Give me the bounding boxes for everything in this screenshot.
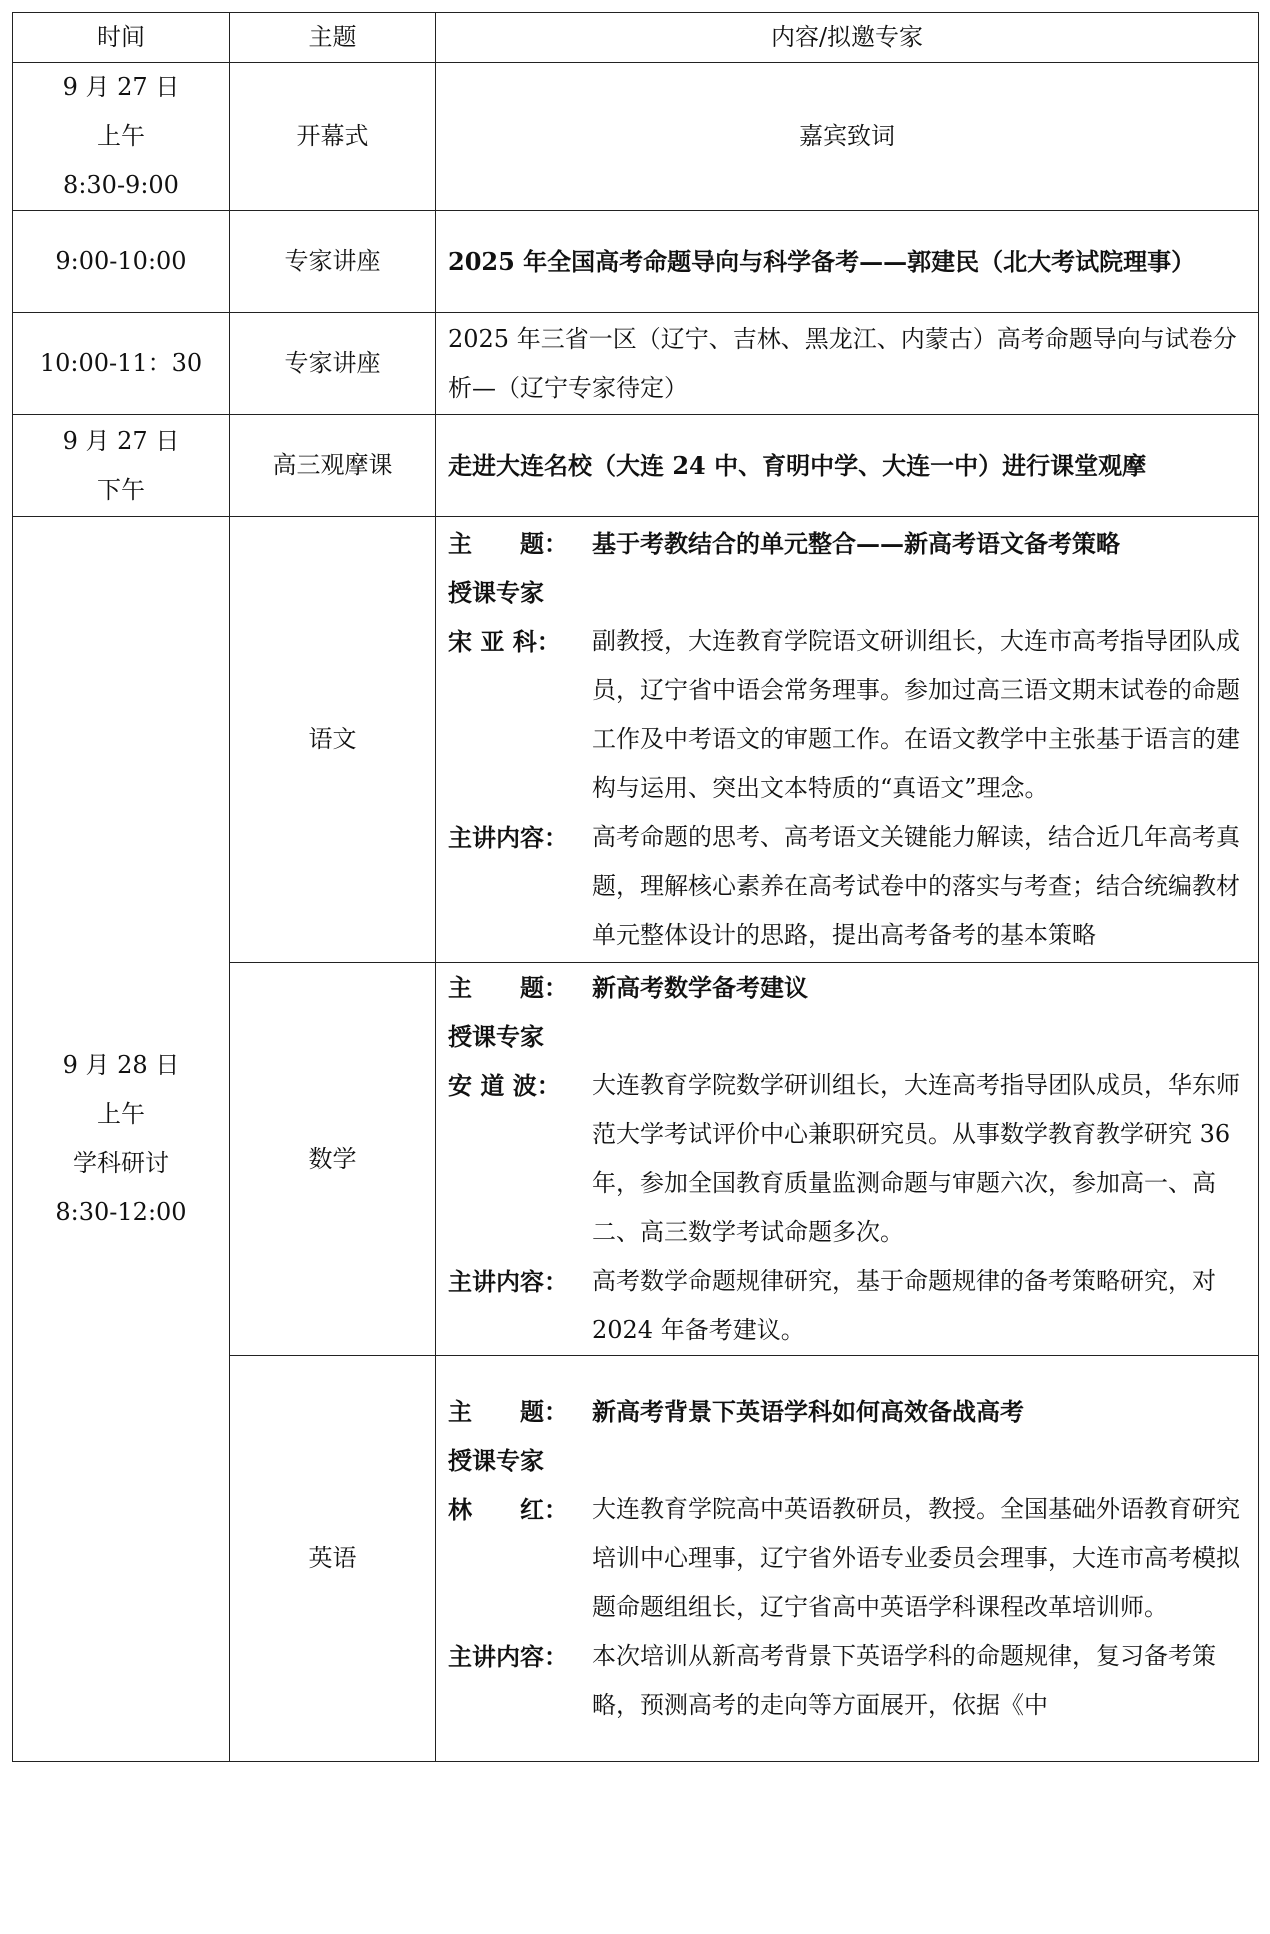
time-period: 下午	[97, 475, 145, 504]
topic-cell: 专家讲座	[230, 313, 436, 415]
row-subject-chinese	[13, 517, 1259, 963]
topic-cell: 数学	[230, 963, 436, 1356]
expert-entry	[448, 1061, 1246, 1257]
lecture-content-text: 高考命题的思考、高考语文关键能力解读，结合近几年高考真题，理解核心素养在高考试卷中的落实与考查；结合统编教材单元整体设计的思路，提出高考备考的基本策略	[592, 823, 1240, 949]
time-cell	[13, 415, 230, 517]
time-cell	[13, 63, 230, 211]
row-lecture-2	[13, 313, 1259, 415]
time-range: 8:30-9:00	[63, 171, 179, 199]
theme-text: 新高考背景下英语学科如何高效备战高考	[592, 1397, 1024, 1426]
topic-cell: 英语	[230, 1356, 436, 1762]
time-cell: 10:00-11：30	[13, 313, 230, 415]
topic-cell: 开幕式	[230, 63, 436, 211]
content-cell: 2025 年三省一区（辽宁、吉林、黑龙江、内蒙古）高考命题导向与试卷分析—（辽宁专家待定）	[436, 313, 1259, 415]
expert-name: 林 红：	[448, 1495, 568, 1524]
schedule-table	[12, 12, 1259, 1762]
lecture-content-text: 高考数学命题规律研究，基于命题规律的备考策略研究，对 2024 年备考建议。	[592, 1267, 1216, 1344]
expert-bio: 大连教育学院数学研训组长，大连高考指导团队成员，华东师范大学考试评价中心兼职研究员。从事数学教育教学研究 36 年，参加全国教育质量监测命题与审题六次，参加高一、高二、高三数学考试命题多次。	[592, 1071, 1240, 1246]
lecture-content-label: 主讲内容：	[448, 1642, 568, 1671]
time-date: 9 月 27 日	[62, 426, 180, 455]
time-cell	[13, 517, 230, 1762]
content-cell	[436, 963, 1259, 1356]
content-cell	[436, 517, 1259, 963]
theme-label: 主 题：	[448, 529, 568, 558]
time-range: 8:30-12:00	[55, 1198, 187, 1226]
content-cell	[436, 1356, 1259, 1762]
lecture-content-entry	[448, 1632, 1246, 1730]
expert-entry	[448, 1485, 1246, 1632]
time-period: 上午	[97, 122, 145, 150]
header-time: 时间	[13, 13, 230, 63]
content-cell: 走进大连名校（大连 24 中、育明中学、大连一中）进行课堂观摩	[436, 415, 1259, 517]
theme-text: 基于考教结合的单元整合——新高考语文备考策略	[592, 529, 1120, 558]
expert-heading: 授课专家	[448, 578, 544, 607]
lecture-content-entry	[448, 1257, 1246, 1355]
time-date: 9 月 27 日	[62, 73, 180, 101]
theme-label: 主 题：	[448, 973, 568, 1002]
lecture-content-entry	[448, 813, 1246, 960]
theme-entry	[448, 519, 1246, 568]
time-cell: 9:00-10:00	[13, 211, 230, 313]
lecture-content-text: 本次培训从新高考背景下英语学科的命题规律，复习备考策略，预测高考的走向等方面展开，依据《中	[592, 1642, 1216, 1719]
lecture-content-label: 主讲内容：	[448, 823, 568, 852]
row-lecture-1	[13, 211, 1259, 313]
time-period: 上午	[97, 1100, 145, 1128]
theme-entry	[448, 963, 1246, 1012]
content-cell: 嘉宾致词	[436, 63, 1259, 211]
theme-text: 新高考数学备考建议	[592, 973, 808, 1002]
time-date: 9 月 28 日	[62, 1051, 180, 1079]
time-label: 学科研讨	[73, 1149, 169, 1177]
topic-cell: 高三观摩课	[230, 415, 436, 517]
expert-bio: 副教授，大连教育学院语文研训组长，大连市高考指导团队成员，辽宁省中语会常务理事。参加过高三语文期末试卷的命题工作及中考语文的审题工作。在语文教学中主张基于语言的建构与运用、突出文本特质的“真语文”理念。	[592, 627, 1240, 802]
expert-heading: 授课专家	[448, 1022, 544, 1051]
expert-entry	[448, 617, 1246, 813]
topic-cell: 语文	[230, 517, 436, 963]
row-observation	[13, 415, 1259, 517]
expert-name: 宋 亚 科：	[448, 627, 561, 656]
row-opening	[13, 63, 1259, 211]
theme-label: 主 题：	[448, 1397, 568, 1426]
expert-name: 安 道 波：	[448, 1071, 561, 1100]
header-content: 内容/拟邀专家	[436, 13, 1259, 63]
header-row	[13, 13, 1259, 63]
theme-entry	[448, 1387, 1246, 1436]
expert-heading: 授课专家	[448, 1446, 544, 1475]
content-cell: 2025 年全国高考命题导向与科学备考——郭建民（北大考试院理事）	[436, 211, 1259, 313]
topic-cell: 专家讲座	[230, 211, 436, 313]
header-topic: 主题	[230, 13, 436, 63]
lecture-content-label: 主讲内容：	[448, 1267, 568, 1296]
expert-bio: 大连教育学院高中英语教研员，教授。全国基础外语教育研究培训中心理事，辽宁省外语专业委员会理事，大连市高考模拟题命题组组长，辽宁省高中英语学科课程改革培训师。	[592, 1495, 1240, 1621]
